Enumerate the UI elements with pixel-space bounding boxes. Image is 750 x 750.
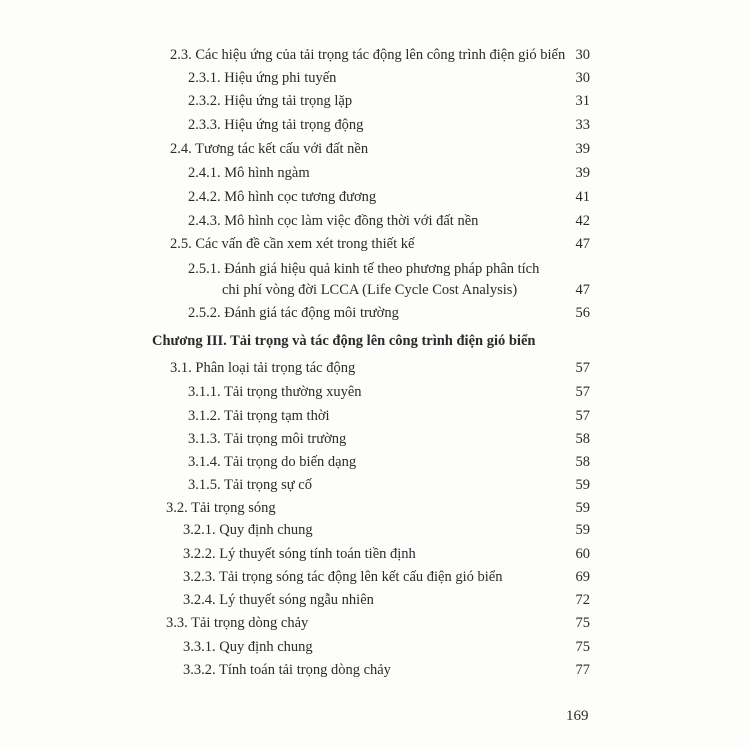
toc-entry [0, 543, 750, 565]
toc-entry [0, 210, 750, 232]
toc-entry-title: 3.2.1. Quy định chung [183, 522, 313, 538]
toc-entry-title: 3.1.3. Tải trọng môi trường [188, 431, 347, 447]
toc-entry-title: 2.3.1. Hiệu ứng phi tuyến [188, 70, 337, 86]
toc-entry-page: 42 [575, 213, 590, 229]
toc-entry-page: 39 [575, 141, 590, 157]
toc-entry-title: 3.2.2. Lý thuyết sóng tính toán tiền định [183, 546, 416, 562]
toc-entry [0, 357, 750, 379]
toc-entry-page: 58 [575, 431, 590, 447]
toc-entry [0, 566, 750, 588]
toc-entry [0, 279, 750, 301]
toc-entry-title: 3.1. Phân loại tải trọng tác động [170, 360, 356, 376]
toc-entry [0, 44, 750, 66]
toc-entry-page: 59 [575, 500, 590, 516]
toc-entry [0, 474, 750, 496]
toc-entry [0, 67, 750, 89]
toc-entry-page: 72 [575, 592, 590, 608]
toc-entry [0, 258, 750, 280]
toc-entry-page: 75 [575, 639, 590, 655]
toc-entry [0, 186, 750, 208]
toc-entry-title: 3.3.1. Quy định chung [183, 639, 313, 655]
toc-entry-page: 59 [575, 522, 590, 538]
toc-entry-title: 3.2. Tải trọng sóng [166, 500, 276, 516]
toc-entry [0, 636, 750, 658]
toc-entry-page: 58 [575, 454, 590, 470]
toc-entry-page: 30 [575, 70, 590, 86]
toc-entry-page: 30 [575, 47, 590, 63]
toc-entry-page: 57 [575, 384, 590, 400]
toc-entry-title: chi phí vòng đời LCCA (Life Cycle Cost Analysis) [222, 282, 518, 298]
toc-entry-page: 41 [575, 189, 590, 205]
toc-entry-page: 39 [575, 165, 590, 181]
toc-entry-page: 33 [575, 117, 590, 133]
toc-entry-title: Chương III. Tải trọng và tác động lên công trình điện gió biển [152, 333, 536, 349]
toc-entry-page: 59 [575, 477, 590, 493]
toc-entry-page: 57 [575, 360, 590, 376]
chapter-heading [0, 330, 750, 352]
toc-entry [0, 90, 750, 112]
toc-entry-title: 3.3.2. Tính toán tải trọng dòng chảy [183, 662, 391, 678]
toc-entry-title: 3.1.4. Tải trọng do biến dạng [188, 454, 357, 470]
toc-entry [0, 497, 750, 519]
toc-entry-title: 3.1.5. Tải trọng sự cố [188, 477, 312, 493]
toc-entry-page: 57 [575, 408, 590, 424]
toc-entry-title: 2.4.2. Mô hình cọc tương đương [188, 189, 377, 205]
toc-entry-page: 47 [575, 282, 590, 298]
toc-entry-title: 3.3. Tải trọng dòng chảy [166, 615, 309, 631]
toc-entry-title: 3.2.3. Tải trọng sóng tác động lên kết cấu điện gió biển [183, 569, 503, 585]
toc-entry [0, 589, 750, 611]
toc-entry-title: 2.3.2. Hiệu ứng tải trọng lặp [188, 93, 353, 109]
toc-entry-title: 2.4. Tương tác kết cấu với đất nền [170, 141, 369, 157]
toc-entry-page: 77 [575, 662, 590, 678]
toc-entry [0, 659, 750, 681]
toc-entry [0, 233, 750, 255]
toc-entry-title: 2.5.1. Đánh giá hiệu quả kinh tế theo phương pháp phân tích [188, 261, 540, 277]
toc-entry-title: 3.1.2. Tải trọng tạm thời [188, 408, 330, 424]
toc-entry-page: 31 [575, 93, 590, 109]
toc-entry [0, 612, 750, 634]
toc-entry-page: 56 [575, 305, 590, 321]
toc-entry-title: 2.5. Các vấn đề cần xem xét trong thiết kế [170, 236, 415, 252]
toc-entry-page: 47 [575, 236, 590, 252]
toc-entry [0, 381, 750, 403]
toc-entry [0, 302, 750, 324]
toc-entry-title: 2.5.2. Đánh giá tác động môi trường [188, 305, 399, 321]
toc-entry-title: 3.2.4. Lý thuyết sóng ngẫu nhiên [183, 592, 374, 608]
toc-entry [0, 114, 750, 136]
toc-entry-title: 2.4.1. Mô hình ngàm [188, 165, 310, 181]
toc-entry [0, 405, 750, 427]
toc-entry-title: 3.1.1. Tải trọng thường xuyên [188, 384, 362, 400]
toc-entry-title: 2.3. Các hiệu ứng của tải trọng tác động lên công trình điện gió biển [170, 47, 566, 63]
toc-entry-title: 2.3.3. Hiệu ứng tải trọng động [188, 117, 364, 133]
toc-entry [0, 138, 750, 160]
toc-entry-title: 2.4.3. Mô hình cọc làm việc đồng thời với đất nền [188, 213, 479, 229]
page-number: 169 [566, 708, 589, 724]
toc-entry [0, 519, 750, 541]
toc-entry [0, 162, 750, 184]
toc-entry-page: 75 [575, 615, 590, 631]
toc-entry-page: 60 [575, 546, 590, 562]
toc-entry-page: 69 [575, 569, 590, 585]
toc-entry [0, 451, 750, 473]
toc-entry [0, 428, 750, 450]
